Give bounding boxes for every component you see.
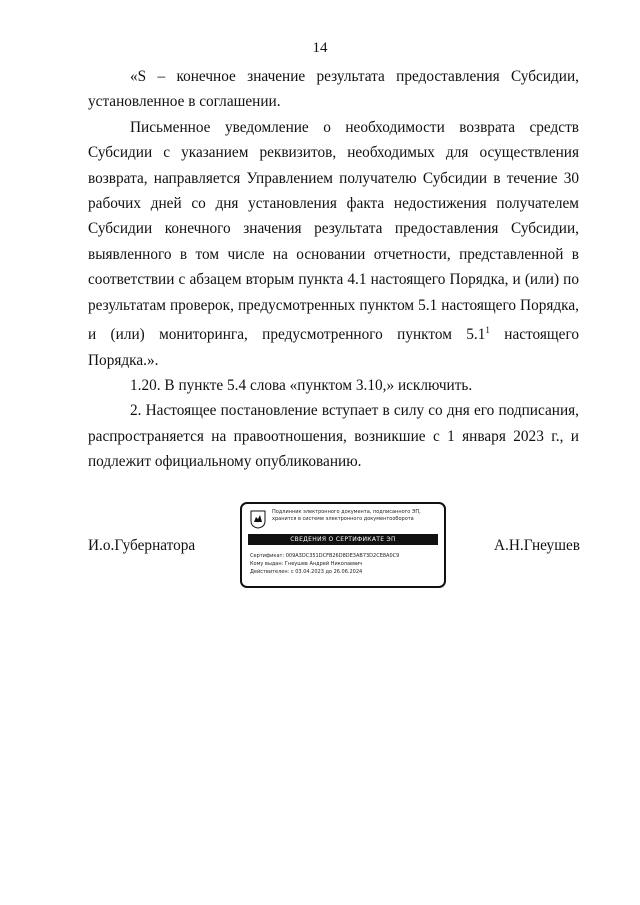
paragraph-notification bbox=[88, 115, 579, 373]
owner-label: Кому выдан: bbox=[250, 561, 284, 567]
paragraph-item-1-20: 1.20. В пункте 5.4 слова «пунктом 3.10,» исключить. bbox=[130, 376, 473, 394]
page-number: 14 bbox=[312, 40, 328, 56]
paragraph-formula-definition: «S – конечное значение результата предоставления Субсидии, установленное в соглашении. bbox=[88, 68, 579, 111]
certificate-row bbox=[250, 552, 438, 560]
stamp-header bbox=[272, 509, 440, 523]
document-body bbox=[88, 64, 579, 475]
paragraph-notification-tail: настоящего Порядка.». bbox=[88, 326, 580, 369]
stamp-title-band: СВЕДЕНИЯ О СЕРТИФИКАТЕ ЭП bbox=[248, 534, 438, 545]
owner-value: Гнеушев Андрей Николаевич bbox=[284, 561, 363, 567]
paragraph-item-2: 2. Настоящее постановление вступает в силу со дня его подписания, распространяется на правоотношения, возникшие с 1 января 2023 г., и подлежит официальному опубликованию. bbox=[88, 402, 579, 471]
owner-row bbox=[250, 560, 438, 568]
stamp-header-line1: Подлинник электронного документа, подписанного ЭП, bbox=[272, 509, 421, 515]
certificate-value: 009A3DC351DCFB26D8DE3AB73D2CE8A0C9 bbox=[285, 553, 400, 559]
certificate-label: Сертификат: bbox=[250, 553, 285, 559]
stamp-certificate-details bbox=[250, 552, 438, 576]
stamp-header-line2: хранится в системе электронного документооборота bbox=[272, 516, 414, 522]
paragraph-notification-text: Письменное уведомление о необходимости возврата средств Субсидии с указанием реквизитов, необходимых для осуществления возврата, направляется Управлением получателю Субсидии в течение 30 рабочих дней со дня установления факта недостижения получателем Субсидии конечного значения результата предоставления Субсидии, выявленного в том числе на основании отчетности, представленной в соответствии с абзацем вторым пункта 4.1 настоящего Порядка, и (или) по результатам проверок, предусмотренных пунктом 5.1 настоящего Порядка, и (или) мониторинга, предусмотренного пунктом 5.1 bbox=[88, 118, 579, 344]
superscript-marker: 1 bbox=[485, 325, 490, 336]
validity-value: с 03.04.2023 до 26.06.2024 bbox=[290, 569, 363, 575]
validity-row bbox=[250, 568, 438, 576]
coat-of-arms-emblem bbox=[250, 510, 266, 529]
signatory-name: А.Н.Гнеушев bbox=[493, 537, 580, 554]
electronic-signature-stamp bbox=[240, 502, 446, 588]
signatory-position: И.о.Губернатора bbox=[88, 537, 196, 554]
validity-label: Действителен: bbox=[250, 569, 290, 575]
